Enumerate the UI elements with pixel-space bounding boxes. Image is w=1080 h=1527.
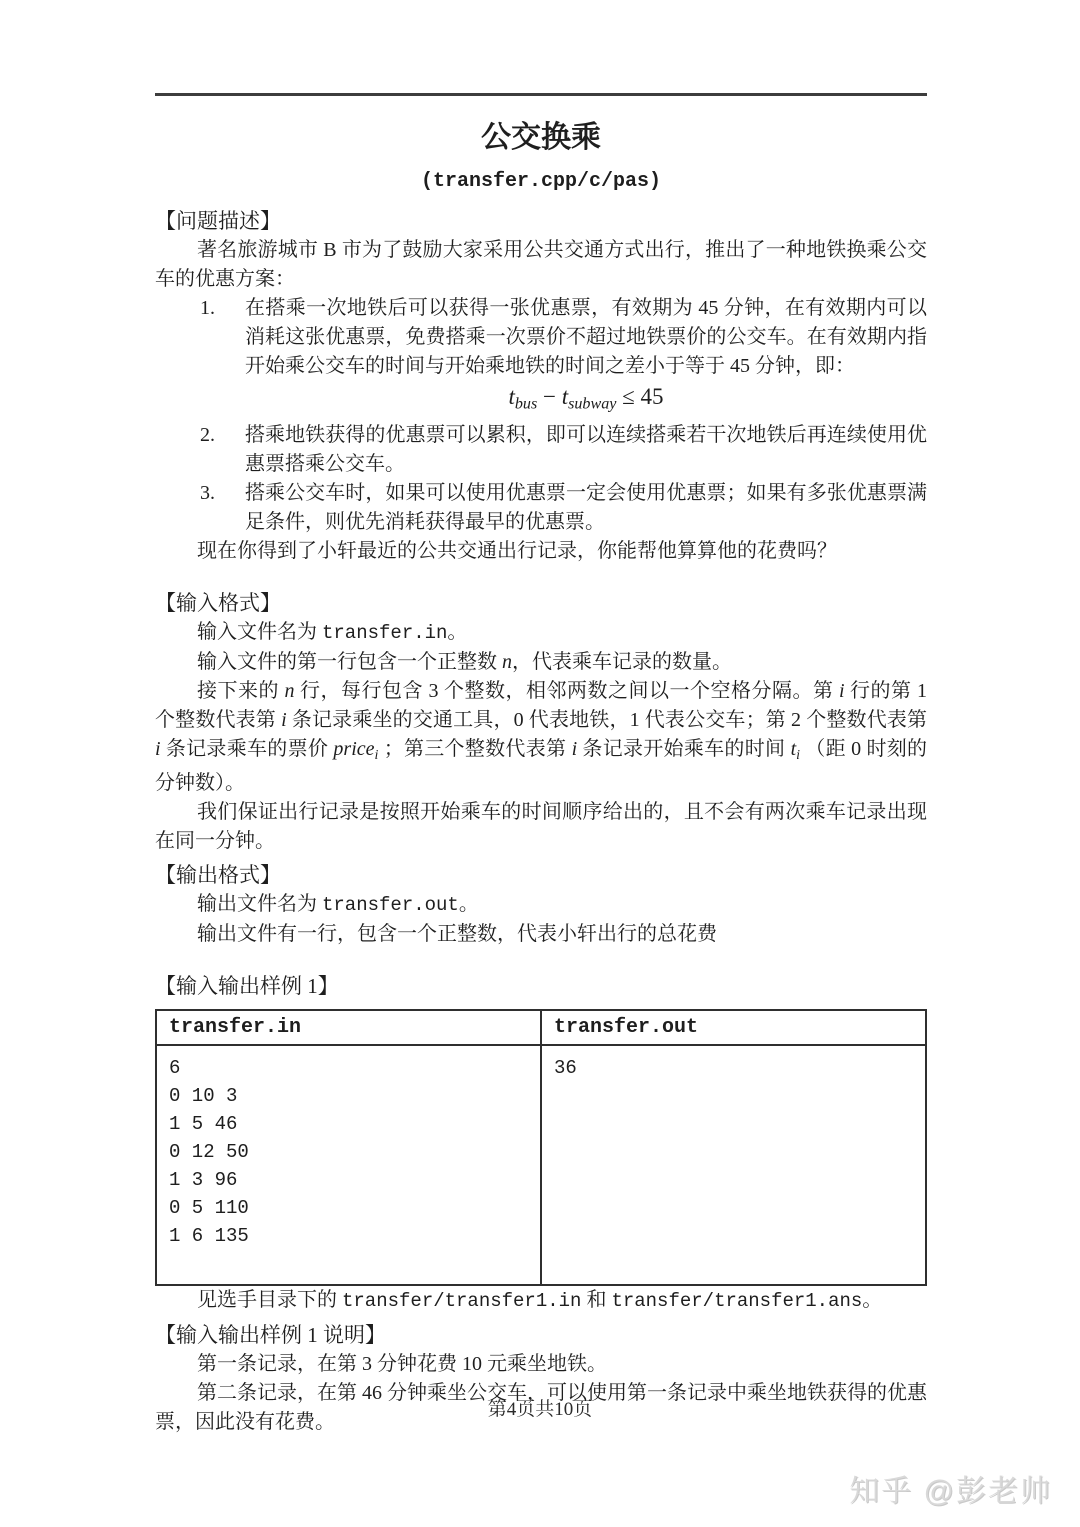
text-segment: transfer.in <box>322 621 448 644</box>
text-segment: ≤ 45 <box>616 384 664 409</box>
code-line: 1 6 135 <box>169 1225 249 1248</box>
output-format-line-2: 输出文件有一行，包含一个正整数，代表小轩出行的总花费 <box>197 923 717 946</box>
text-segment: transfer/transfer1.in <box>342 1290 582 1313</box>
table-header-output: transfer.out <box>541 1010 926 1045</box>
text-segment: 行，每行包含 3 个整数，相邻两数之间以一个空格分隔。第 <box>294 679 839 702</box>
code-line: 0 10 3 <box>169 1085 238 1108</box>
text-segment: 接下来的 <box>197 679 285 702</box>
document-page <box>155 0 927 1437</box>
section-heading-problem: 【问题描述】 <box>155 209 281 233</box>
code-line: 6 <box>169 1057 181 1080</box>
text-segment: subway <box>568 395 617 413</box>
text-segment: transfer/transfer1.ans <box>611 1290 863 1313</box>
sample-files-note <box>155 1286 927 1316</box>
text-segment: − <box>537 384 562 409</box>
text-segment: 。 <box>458 893 479 916</box>
list-item-text: 搭乘地铁获得的优惠票可以累积，即可以连续搭乘若干次地铁后再连续使用优惠票搭乘公交车。 <box>245 423 927 475</box>
text-segment: t <box>790 737 797 760</box>
text-segment: t <box>508 384 515 409</box>
section-heading-sample-1: 【输入输出样例 1】 <box>155 974 339 999</box>
table-header-input: transfer.in <box>156 1010 541 1045</box>
text-segment: i <box>796 747 801 763</box>
section-heading-sample-1-explanation: 【输入输出样例 1 说明】 <box>155 1323 386 1348</box>
code-line: 1 3 96 <box>169 1169 238 1192</box>
sample-io-table <box>155 1009 927 1286</box>
code-line: 0 5 110 <box>169 1197 249 1220</box>
list-number: 1. <box>200 297 215 319</box>
text-segment: i <box>281 708 287 731</box>
text-segment: 见选手目录下的 <box>197 1289 342 1312</box>
text-segment: 行的第 1 个整数代表第 <box>155 679 928 731</box>
page-title: 公交换乘 <box>481 121 601 154</box>
text-segment: 输入文件名为 <box>197 620 322 643</box>
list-number: 2. <box>200 423 215 446</box>
file-names-subtitle: (transfer.cpp/c/pas) <box>420 170 662 193</box>
explanation-paragraph-2: 第二条记录，在第 46 分钟乘坐公交车，可以使用第一条记录中乘坐地铁获得的优惠票，因此没有花费。 <box>155 1382 927 1434</box>
text-segment: 。 <box>447 620 468 643</box>
text-segment: （距 0 时刻的分钟数）。 <box>155 737 928 795</box>
text-segment: t <box>561 384 569 409</box>
sample-output-cell <box>541 1045 926 1285</box>
text-segment: price <box>333 737 375 760</box>
text-segment: 条记录开始乘车的时间 <box>577 737 791 760</box>
input-format-line-4: 我们保证出行记录是按照开始乘车的时间顺序给出的，且不会有两次乘车记录出现在同一分钟。 <box>155 801 927 853</box>
page-number-footer: 第4页共10页 <box>487 1399 593 1420</box>
text-segment: 输出文件名为 <box>197 893 322 916</box>
problem-closing-paragraph: 现在你得到了小轩最近的公共交通出行记录，你能帮他算算他的花费吗？ <box>197 539 837 562</box>
code-line: 1 5 46 <box>169 1113 238 1136</box>
problem-intro-paragraph: 著名旅游城市 B 市为了鼓励大家采用公共交通方式出行，推出了一种地铁换乘公交车的优惠方案： <box>155 239 927 290</box>
text-segment: i <box>838 679 845 702</box>
text-segment: 。 <box>862 1289 883 1312</box>
sample-input-cell <box>156 1045 541 1285</box>
section-heading-input-format: 【输入格式】 <box>155 590 281 615</box>
list-item-2 <box>155 421 927 479</box>
table-header-row <box>156 1010 926 1045</box>
code-line: 0 12 50 <box>169 1141 249 1164</box>
output-format-line-1 <box>155 890 927 920</box>
list-number: 3. <box>200 481 215 504</box>
text-segment: i <box>571 737 578 760</box>
input-format-line-1 <box>155 618 927 648</box>
text-segment: i <box>155 737 161 760</box>
text-segment: 输入文件的第一行包含一个正整数 <box>197 650 502 673</box>
table-body-row <box>156 1045 926 1285</box>
formula-tbus-tsubway <box>245 381 927 421</box>
top-rule <box>155 93 927 96</box>
section-heading-output-format: 【输出格式】 <box>155 863 281 888</box>
text-segment: ；第三个整数代表第 <box>378 737 572 760</box>
input-format-line-3 <box>155 677 927 799</box>
code-line: 36 <box>554 1057 577 1080</box>
explanation-paragraph-1: 第一条记录，在第 3 分钟花费 10 元乘坐地铁。 <box>197 1353 607 1376</box>
text-segment: n <box>502 650 512 673</box>
input-format-line-2 <box>155 648 927 677</box>
text-segment: 和 <box>581 1289 612 1312</box>
text-segment: ，代表乘车记录的数量。 <box>512 650 732 673</box>
list-item-3 <box>155 479 927 537</box>
text-segment: transfer.out <box>322 894 459 917</box>
list-item-text: 搭乘公交车时，如果可以使用优惠票一定会使用优惠票；如果有多张优惠票满足条件，则优先消耗获得最早的优惠票。 <box>245 481 927 533</box>
list-item-text: 在搭乘一次地铁后可以获得一张优惠票，有效期为 45 分钟，在有效期内可以消耗这张优惠票，免费搭乘一次票价不超过地铁票价的公交车。在有效期内指开始乘公交车的时间与开始乘地铁的时间之差小于等于 45 分钟，即： <box>245 297 927 377</box>
text-segment: i <box>374 747 379 763</box>
text-segment: 条记录乘车的票价 <box>160 737 334 760</box>
text-segment: bus <box>514 395 538 413</box>
watermark-text: 知乎 @彭老帅 <box>849 1475 1052 1508</box>
list-item-1 <box>155 294 927 381</box>
text-segment: 条记录乘坐的交通工具，0 代表地铁，1 代表公交车；第 2 个整数代表第 <box>286 708 928 731</box>
text-segment: n <box>284 679 295 702</box>
